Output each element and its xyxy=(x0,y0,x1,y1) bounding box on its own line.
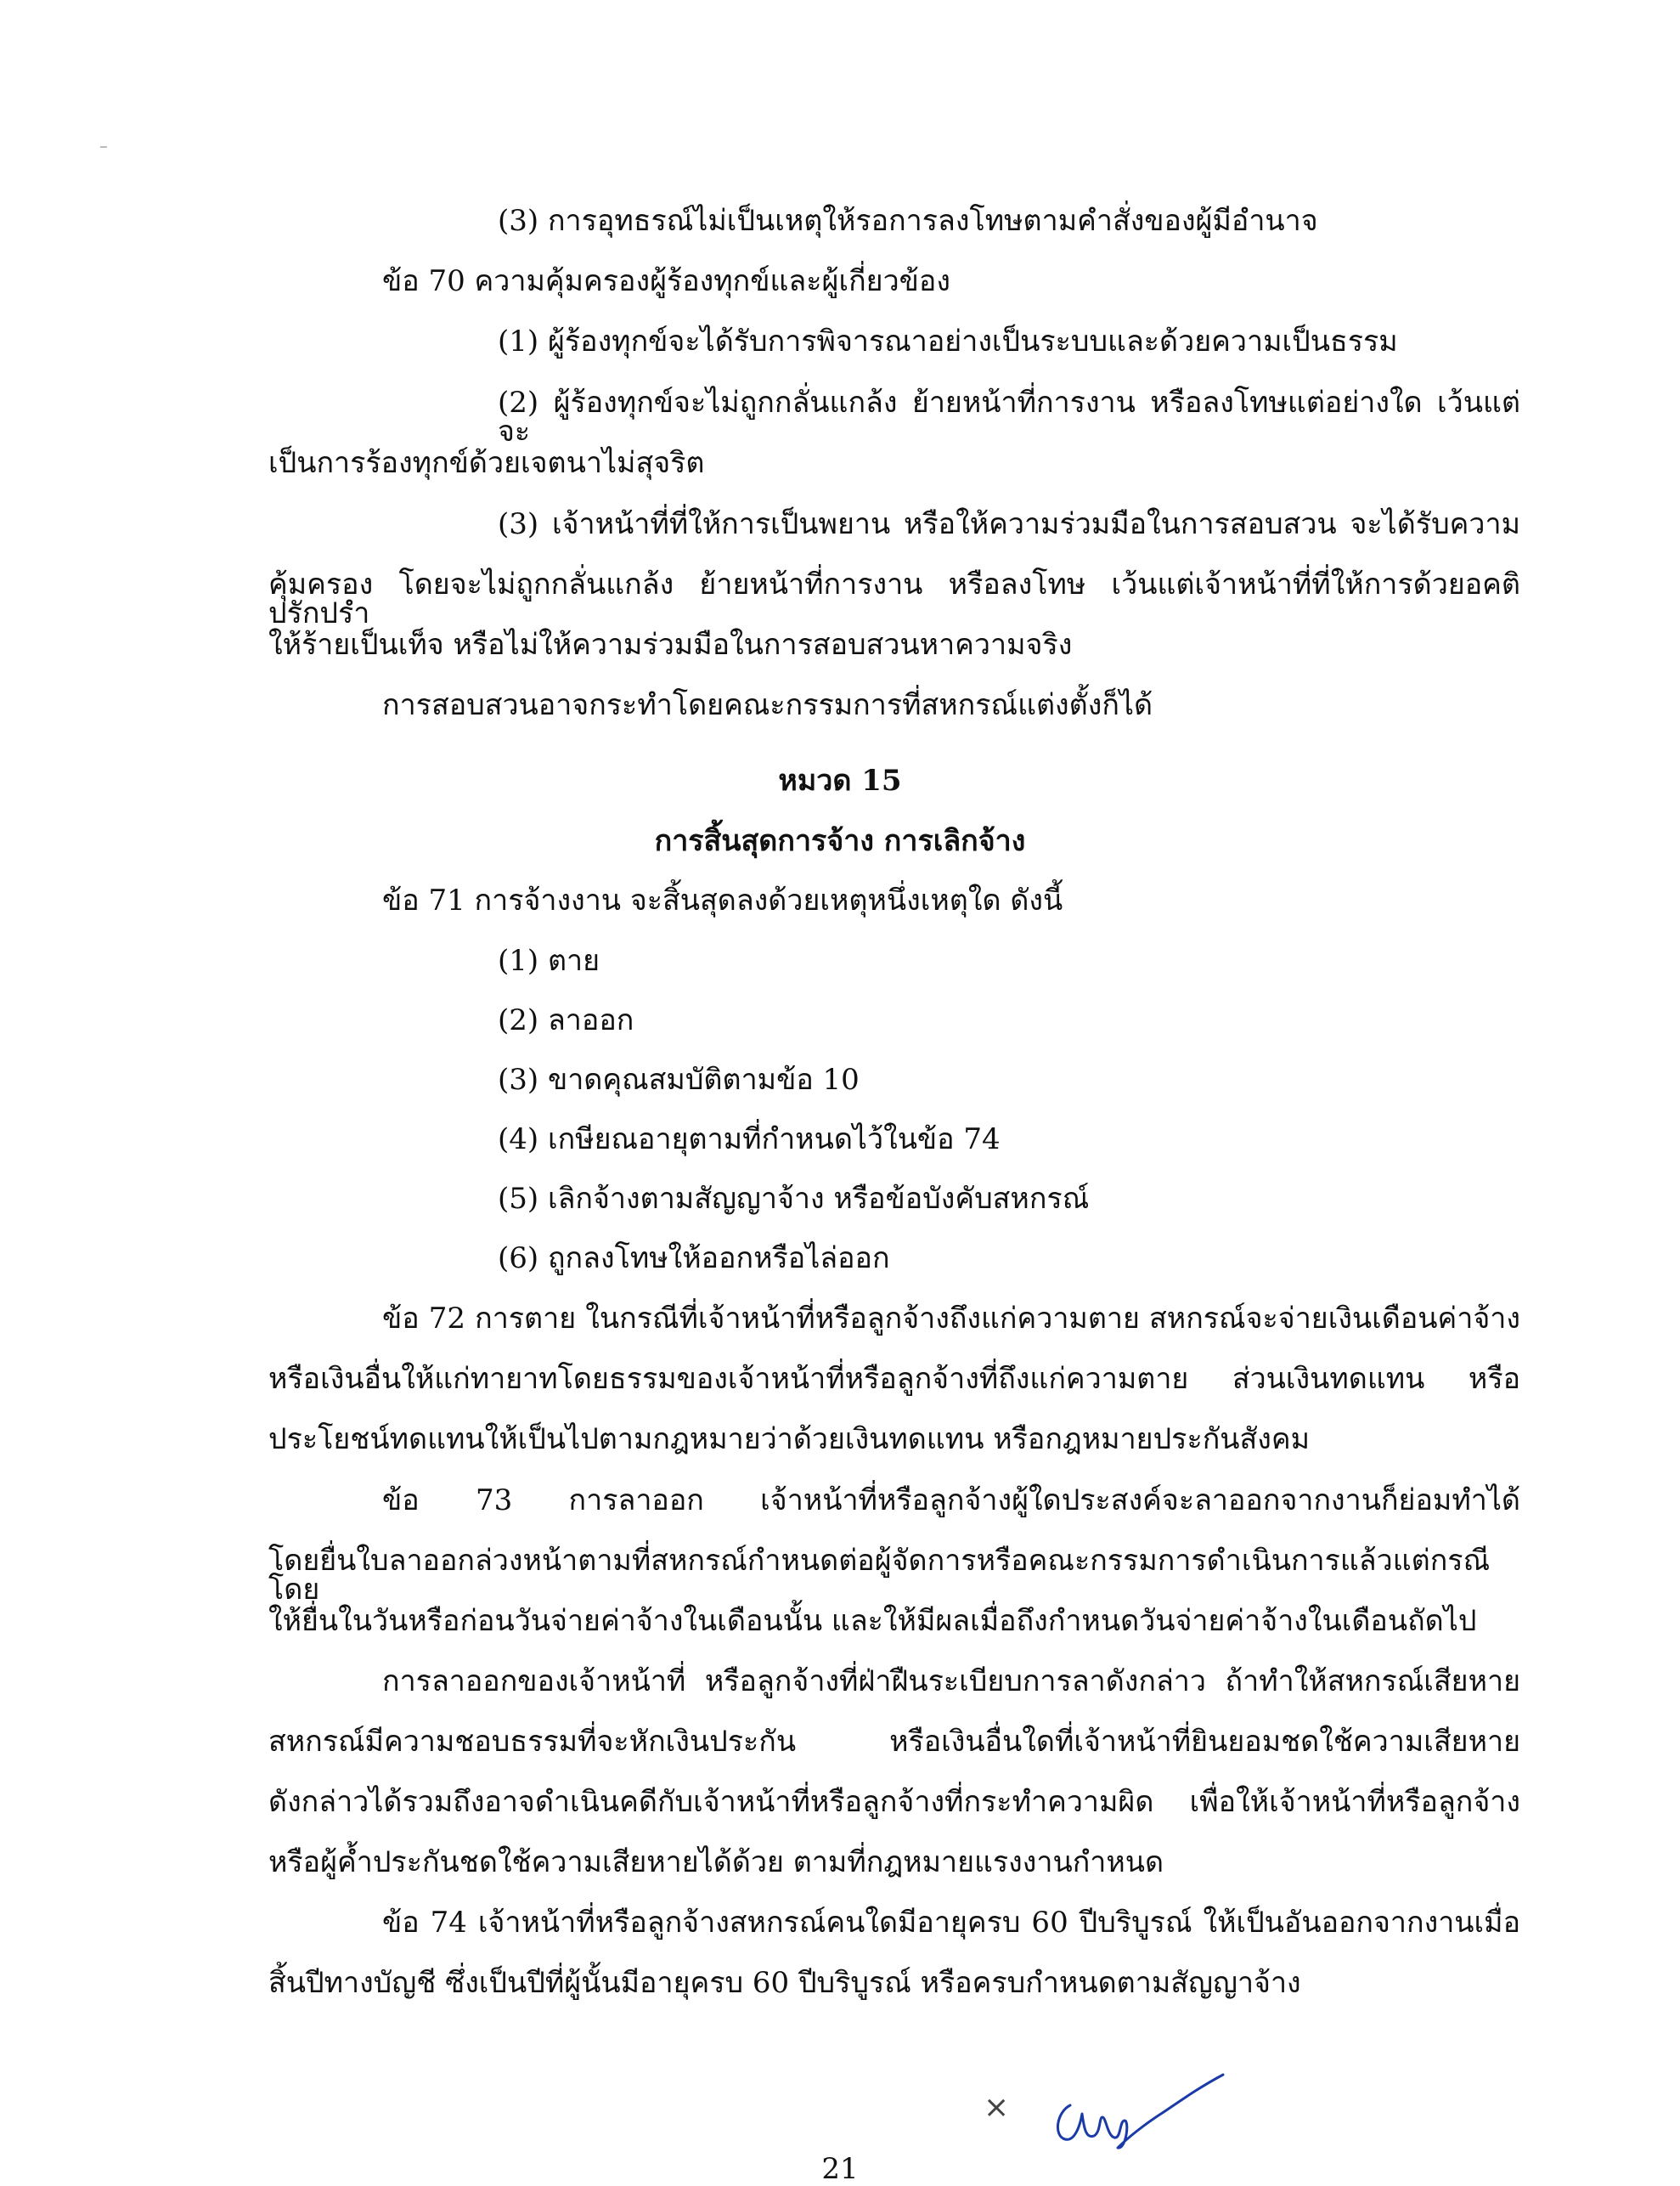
clause-73-line-1: ข้อ 73 การลาออก เจ้าหน้าที่หรือลูกจ้างผู้ใดประสงค์จะลาออกจากงานก็ย่อมทำได้ xyxy=(382,1483,1520,1517)
clause-70-item-3: (3) เจ้าหน้าที่ที่ให้การเป็นพยาน หรือให้ความร่วมมือในการสอบสวน จะได้รับความ xyxy=(498,507,1520,541)
clause-72-line-1: ข้อ 72 การตาย ในกรณีที่เจ้าหน้าที่หรือลูกจ้างถึงแก่ความตาย สหกรณ์จะจ่ายเงินเดือนค่าจ้าง xyxy=(382,1302,1520,1336)
clause-72-line-2: หรือเงินอื่นให้แก่ทายาทโดยธรรมของเจ้าหน้าที่หรือลูกจ้างที่ถึงแก่ความตาย ส่วนเงินทดแทน หรือ xyxy=(268,1362,1520,1396)
clause-71-item-2: (2) ลาออก xyxy=(498,1003,634,1037)
clause-71-item-1: (1) ตาย xyxy=(498,944,600,978)
chapter-title: การสิ้นสุดการจ้าง การเลิกจ้าง xyxy=(654,824,1026,858)
clause-71-item-5: (5) เลิกจ้างตามสัญญาจ้าง หรือข้อบังคับสหกรณ์ xyxy=(498,1182,1090,1216)
clause-73-para-2-line-4: หรือผู้ค้ำประกันชดใช้ความเสียหายได้ด้วย ตามที่กฎหมายแรงงานกำหนด xyxy=(268,1845,1164,1879)
clause-69-item-3: (3) การอุทธรณ์ไม่เป็นเหตุให้รอการลงโทษตามคำสั่งของผู้มีอำนาจ xyxy=(498,204,1318,238)
clause-71-item-6: (6) ถูกลงโทษให้ออกหรือไล่ออก xyxy=(498,1241,890,1275)
clause-70-heading: ข้อ 70 ความคุ้มครองผู้ร้องทุกข์และผู้เกี่ยวข้อง xyxy=(382,264,950,298)
clause-71-item-4: (4) เกษียณอายุตามที่กำหนดไว้ในข้อ 74 xyxy=(498,1122,1001,1156)
clause-70-item-3-cont-2: ให้ร้ายเป็นเท็จ หรือไม่ให้ความร่วมมือในการสอบสวนหาความจริง xyxy=(268,628,1073,662)
clause-73-line-2: โดยยื่นใบลาออกล่วงหน้าตามที่สหกรณ์กำหนดต่อผู้จัดการหรือคณะกรรมการดำเนินการแล้วแต่กรณี โดย xyxy=(268,1544,1491,1607)
clause-74-line-1: ข้อ 74 เจ้าหน้าที่หรือลูกจ้างสหกรณ์คนใดมีอายุครบ 60 ปีบริบูรณ์ ให้เป็นอันออกจากงานเมื่อ xyxy=(382,1906,1520,1940)
clause-73-para-2-line-3: ดังกล่าวได้รวมถึงอาจดำเนินคดีกับเจ้าหน้าที่หรือลูกจ้างที่กระทำความผิด เพื่อให้เจ้าหน้าที่หรือลูกจ้าง xyxy=(268,1785,1520,1819)
investigation-note: การสอบสวนอาจกระทำโดยคณะกรรมการที่สหกรณ์แต่งตั้งก็ได้ xyxy=(382,688,1153,722)
clause-72-line-3: ประโยชน์ทดแทนให้เป็นไปตามกฎหมายว่าด้วยเงินทดแทน หรือกฎหมายประกันสังคม xyxy=(268,1422,1311,1456)
clause-73-para-2-line-1: การลาออกของเจ้าหน้าที่ หรือลูกจ้างที่ฝ่าฝืนระเบียบการลาดังกล่าว ถ้าทำให้สหกรณ์เสียหาย xyxy=(382,1664,1520,1698)
page-number: 21 xyxy=(821,2152,859,2186)
chapter-number: หมวด 15 xyxy=(778,764,902,798)
clause-73-line-3: ให้ยื่นในวันหรือก่อนวันจ่ายค่าจ้างในเดือนนั้น และให้มีผลเมื่อถึงกำหนดวันจ่ายค่าจ้างในเดือนถัดไป xyxy=(268,1604,1477,1638)
clause-70-item-1: (1) ผู้ร้องทุกข์จะได้รับการพิจารณาอย่างเป็นระบบและด้วยความเป็นธรรม xyxy=(498,325,1398,359)
signature-icon xyxy=(975,2061,1230,2155)
clause-71-heading: ข้อ 71 การจ้างงาน จะสิ้นสุดลงด้วยเหตุหนึ่งเหตุใด ดังนี้ xyxy=(382,884,1063,918)
clause-70-item-2: (2) ผู้ร้องทุกข์จะไม่ถูกกลั่นแกล้ง ย้ายหน้าที่การงาน หรือลงโทษแต่อย่างใด เว้นแต่จะ xyxy=(498,386,1520,449)
clause-73-para-2-line-2: สหกรณ์มีความชอบธรรมที่จะหักเงินประกัน หรือเงินอื่นใดที่เจ้าหน้าที่ยินยอมชดใช้ความเสียหาย xyxy=(268,1725,1520,1759)
scan-speck xyxy=(100,146,107,148)
signature-mark: × xyxy=(984,2090,1010,2125)
clause-70-item-3-cont-1: คุ้มครอง โดยจะไม่ถูกกลั่นแกล้ง ย้ายหน้าที่การงาน หรือลงโทษ เว้นแต่เจ้าหน้าที่ที่ให้การด้วยอคติ ปรักปรำ xyxy=(268,568,1520,630)
clause-70-item-2-cont: เป็นการร้องทุกข์ด้วยเจตนาไม่สุจริต xyxy=(268,446,705,480)
clause-71-item-3: (3) ขาดคุณสมบัติตามข้อ 10 xyxy=(498,1063,860,1097)
clause-74-line-2: สิ้นปีทางบัญชี ซึ่งเป็นปีที่ผู้นั้นมีอายุครบ 60 ปีบริบูรณ์ หรือครบกำหนดตามสัญญาจ้าง xyxy=(268,1966,1301,2000)
